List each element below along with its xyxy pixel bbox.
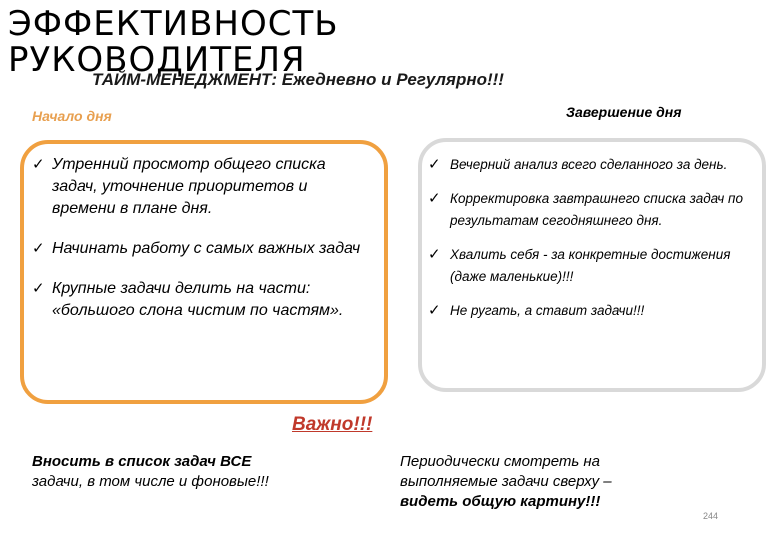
check-icon: ✓ xyxy=(32,156,45,173)
note-right-bold: видеть общую картину!!! xyxy=(400,493,601,510)
start-of-day-box xyxy=(20,140,388,404)
check-icon: ✓ xyxy=(428,302,441,319)
list-item-text: Хвалить себя - за конкретные достижения (даже маленькие)!!! xyxy=(450,247,731,284)
check-icon: ✓ xyxy=(428,156,441,173)
note-right xyxy=(400,452,700,512)
page-number: 244 xyxy=(703,511,719,521)
list-item xyxy=(428,188,748,232)
list-item xyxy=(32,278,372,322)
check-icon: ✓ xyxy=(32,280,45,297)
note-left xyxy=(32,452,372,492)
end-of-day-list xyxy=(428,154,748,334)
list-item xyxy=(428,300,748,322)
list-item-text: Вечерний анализ всего сделанного за день. xyxy=(450,157,728,172)
note-left-bold: Вносить в список задач ВСЕ xyxy=(32,453,252,470)
check-icon: ✓ xyxy=(32,240,45,257)
check-icon: ✓ xyxy=(428,190,441,207)
start-of-day-list xyxy=(32,154,372,340)
end-of-day-box xyxy=(418,138,766,392)
list-item xyxy=(428,244,748,288)
end-of-day-label: Завершение дня xyxy=(566,104,682,120)
page-title xyxy=(8,6,339,78)
list-item-text: Утренний просмотр общего списка задач, уточнение приоритетов и времени в плане дня. xyxy=(52,156,326,217)
note-right-text: Периодически смотреть на выполняемые задачи сверху – xyxy=(400,453,612,490)
list-item xyxy=(428,154,748,176)
list-item-text: Начинать работу с самых важных задач xyxy=(52,240,361,257)
list-item xyxy=(32,154,372,220)
start-of-day-label: Начало дня xyxy=(32,108,112,124)
check-icon: ✓ xyxy=(428,246,441,263)
list-item xyxy=(32,238,372,260)
list-item-text: Крупные задачи делить на части: «большого слона чистим по частям». xyxy=(52,280,344,319)
note-left-text: задачи, в том числе и фоновые!!! xyxy=(32,473,269,490)
title-line-2: РУКОВОДИТЕЛЯ xyxy=(8,40,306,80)
subtitle: ТАЙМ-МЕНЕДЖМЕНТ: Ежедневно и Регулярно!!! xyxy=(92,70,504,89)
list-item-text: Не ругать, а ставит задачи!!! xyxy=(450,303,645,318)
title-line-1: ЭФФЕКТИВНОСТЬ xyxy=(8,4,339,44)
list-item-text: Корректировка завтрашнего списка задач по результатам сегодняшнего дня. xyxy=(450,191,743,228)
important-heading: Важно!!! xyxy=(292,414,373,435)
